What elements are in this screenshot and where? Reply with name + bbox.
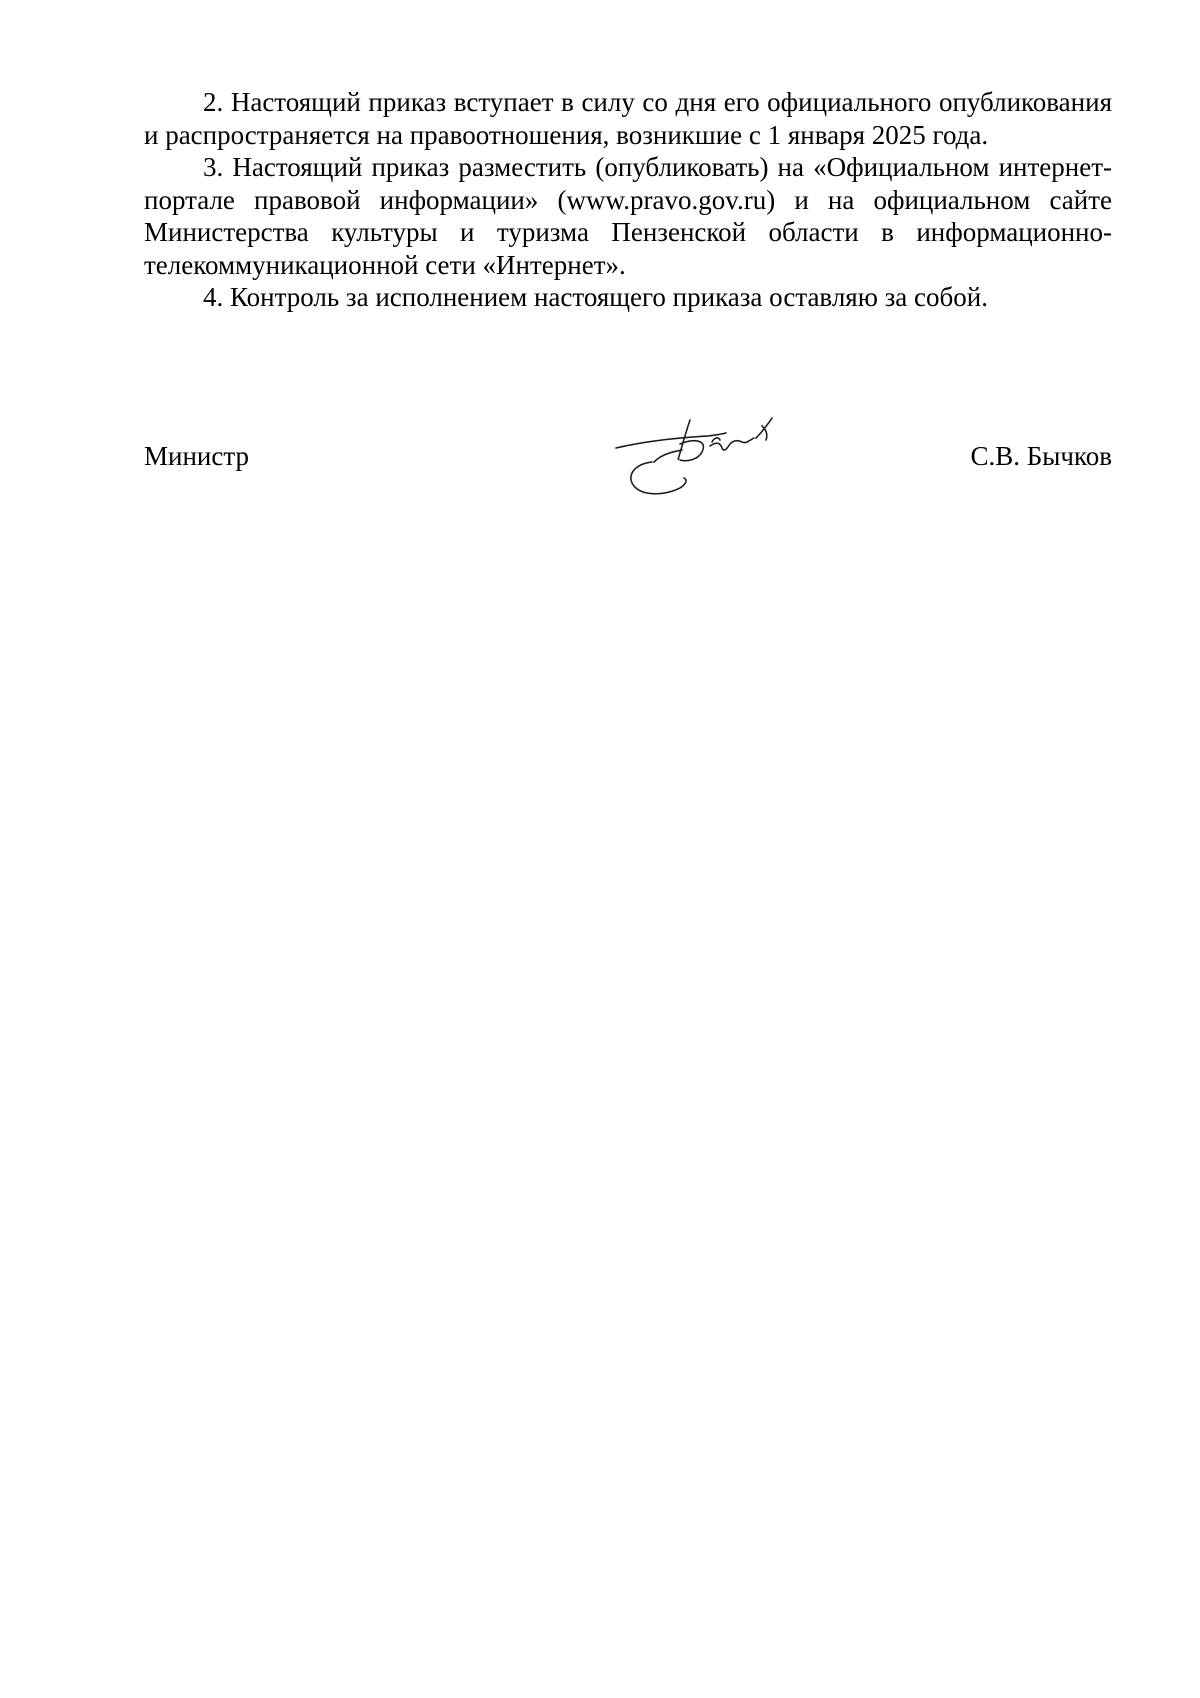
paragraph-2: 2. Настоящий приказ вступает в силу со дня его официального опубликования и распространяется на правоотношения, возникшие с 1 января 2025 года. <box>144 87 1112 150</box>
signatory-name: С.В. Бычков <box>970 441 1112 471</box>
paragraph-3: 3. Настоящий приказ разместить (опубликовать) на «Официальном интернет-портале правовой информации» (www.pravo.gov.ru) и на официальном сайте Министерства культуры и туризма Пензенской области в информационно-телекоммуникационной сети «Интернет». <box>144 152 1112 280</box>
document-body <box>144 86 1112 314</box>
signatory-title: Министр <box>144 441 249 471</box>
handwritten-signature <box>612 412 788 504</box>
paragraph-4: 4. Контроль за исполнением настоящего приказа оставляю за собой. <box>203 282 988 312</box>
